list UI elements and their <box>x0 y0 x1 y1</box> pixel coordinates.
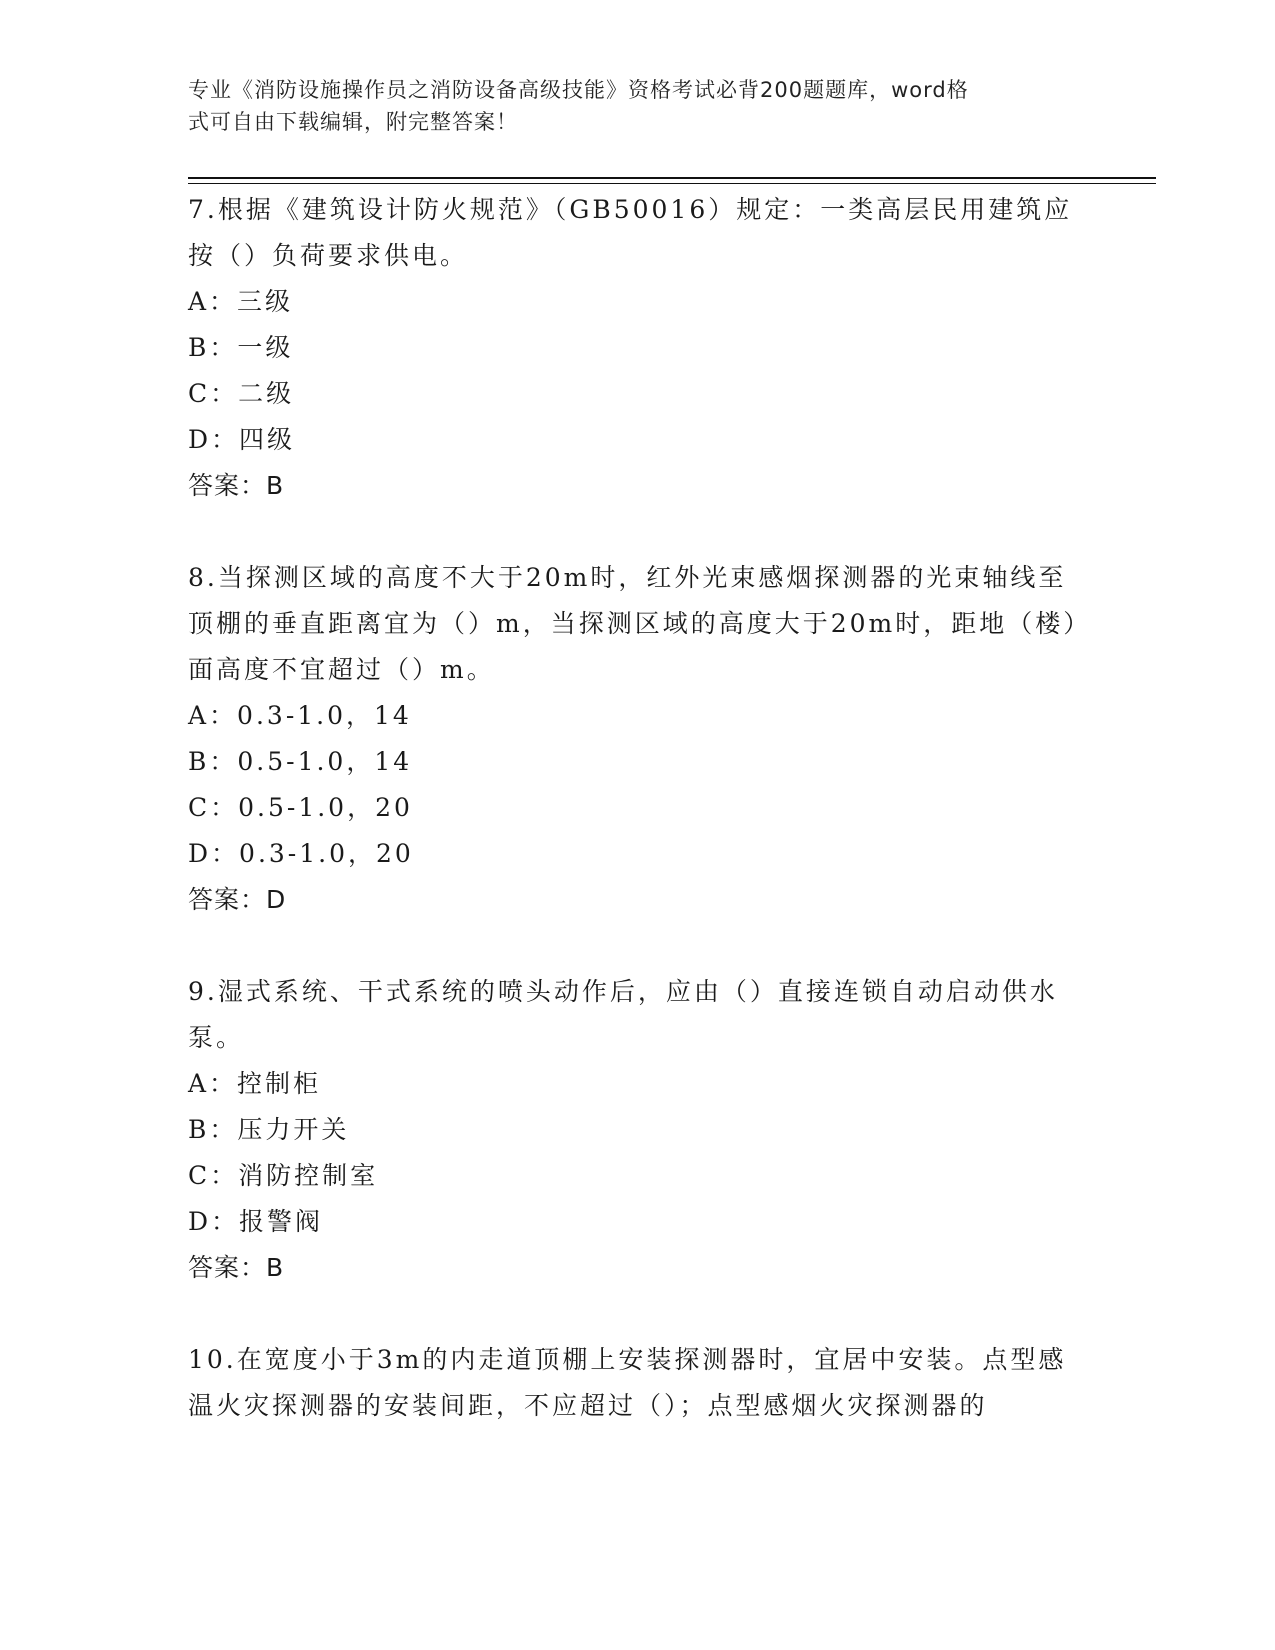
option-d: D：报警阀 <box>188 1207 324 1236</box>
option-a: A：三级 <box>188 287 294 316</box>
answer-line: 答案：B <box>188 1253 285 1282</box>
option-b: B：0.5-1.0，14 <box>188 747 413 776</box>
question-item <box>188 555 1088 923</box>
question-stem: 7.根据《建筑设计防火规范》（GB50016）规定：一类高层民用建筑应按（）负荷要求供电。 <box>188 195 1073 270</box>
question-item <box>188 969 1088 1291</box>
option-a: A：控制柜 <box>188 1069 322 1098</box>
option-d: D：0.3-1.0，20 <box>188 839 414 868</box>
header-line-1: 专业《消防设施操作员之消防设备高级技能》资格考试必背200题题库，word格 <box>188 78 969 102</box>
option-a: A：0.3-1.0，14 <box>188 701 412 730</box>
answer-line: 答案：D <box>188 885 287 914</box>
option-c: C：消防控制室 <box>188 1161 379 1190</box>
question-stem: 9.湿式系统、干式系统的喷头动作后，应由（）直接连锁自动启动供水泵。 <box>188 977 1058 1052</box>
option-b: B：一级 <box>188 333 294 362</box>
question-item <box>188 187 1088 509</box>
answer-line: 答案：B <box>188 471 285 500</box>
option-d: D：四级 <box>188 425 296 454</box>
question-item <box>188 1337 1088 1429</box>
option-b: B：压力开关 <box>188 1115 350 1144</box>
header-divider-thick <box>188 177 1156 179</box>
header-line-2: 式可自由下载编辑，附完整答案！ <box>188 110 518 134</box>
option-c: C：二级 <box>188 379 295 408</box>
question-stem: 10.在宽度小于3m的内走道顶棚上安装探测器时，宜居中安装。点型感温火灾探测器的安装间距，不应超过（）；点型感烟火灾探测器的 <box>188 1345 1067 1420</box>
question-list <box>188 187 1088 1475</box>
option-c: C：0.5-1.0，20 <box>188 793 413 822</box>
header-divider-thin <box>188 183 1156 184</box>
question-stem: 8.当探测区域的高度不大于20m时，红外光束感烟探测器的光束轴线至顶棚的垂直距离宜为（）m，当探测区域的高度大于20m时，距地（楼）面高度不宜超过（）m。 <box>188 563 1079 684</box>
document-header <box>188 74 1068 138</box>
